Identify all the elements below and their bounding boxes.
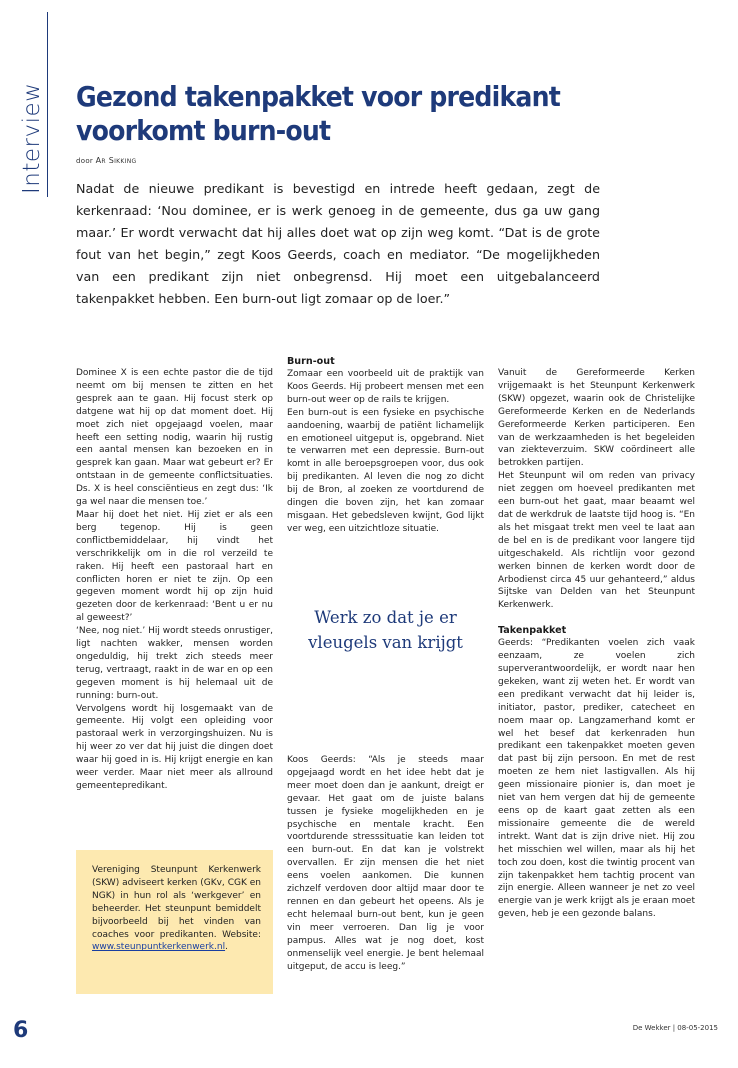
column-1 [76,367,273,793]
article-title: Gezond takenpakket voor predikant voorkomt burn-out [76,80,560,147]
section-heading-takenpakket: Takenpakket [498,625,567,637]
paragraph: Het Steunpunt wil om reden van privacy niet zeggen om hoeveel predikanten met een burn-out het gaat, maar beaamt wel dat de werkdruk de laatste tijd hoog is. “En als het misgaat trekt men veel te laat aan de bel en is de predikant voor langere tijd uitgeschakeld. Als richtlijn voor gezond werken binnen de kerken wordt door de Arbodienst circa 45 uur gehanteerd,” aldus Sijtske van Delden van het Steunpunt Kerkenwerk. [498,471,695,611]
info-box [76,850,273,994]
section-label-text: Interview [19,82,45,194]
paragraph: Maar hij doet het niet. Hij ziet er als een berg tegenop. Hij is geen conflictbemiddelaar, hij vindt het verschrikkelijk om in die rol verzeild te raken. Hij heeft een pastoraal hart en conflicten horen er niet te zijn. Op een gegeven moment wordt hij op zijn huid gezeten door de kerkenraad: ‘Bent u er nu al geweest?’ [76,509,273,624]
column-3 [498,367,695,921]
section-heading-burnout: Burn-out [287,356,335,367]
paragraph: Vanuit de Gereformeerde Kerken vrijgemaakt is het Steunpunt Kerkenwerk (SKW) opgezet, waarin ook de Christelijke Gereformeerde Kerken en de Nederlands Gereformeerde Kerken participeren. Een van de werkzaamheden is het begeleiden van ziekteverzuim. SKW coördineert alle betrokken partijen. [498,368,695,469]
byline [76,156,136,165]
paragraph: Zomaar een voorbeeld uit de praktijk van Koos Geerds. Hij probeert mensen met een burn-out weer op de rails te krijgen. [287,369,484,405]
paragraph: ‘Nee, nog niet.’ Hij wordt steeds onrustiger, ligt nachten wakker, mensen worden ongeduldig, hij trekt zich steeds meer terug, vertraagt, raakt in de war en op een gegeven moment is hij helemaal uit de running: burn-out. [76,626,273,701]
article-intro: Nadat de nieuwe predikant is bevestigd en intrede heeft gedaan, zegt de kerkenraad: ‘Nou dominee, er is werk genoeg in de gemeente, dus ga uw gang maar.’ Er wordt verwacht dat hij alles doet wat op zijn weg komt. “Dat is de grote fout van het begin,” zegt Koos Geerds, coach en mediator. “De mogelijkheden van een predikant zijn niet onbegrensd. Hij moet een uitgebalanceerd takenpakket hebben. Een burn-out ligt zomaar op de loer.” [76,181,600,306]
pull-quote: Werk zo dat je er vleugels van krijgt [308,608,463,652]
paragraph: Vervolgens wordt hij losgemaakt van de gemeente. Hij volgt een opleiding voor pastoraal werk in verzorgingshuizen. Nu is hij weer zo ver dat hij juist die dingen doet waar hij goed in is. Hij krijgt energie en kan weer verder. Maar niet meer als allround gemeentepredikant. [76,703,273,791]
page-number: 6 [13,1018,29,1043]
info-box-text: Vereniging Steunpunt Kerkenwerk (SKW) adviseert kerken (GKv, CGK en NGK) in hun rol als ‘werkgever’ en beheerder. Het steunpunt bemiddelt bijvoorbeeld bij het vinden van coaches voor predikanten. Website: www.steunpuntkerkenwerk.nl. [92,865,261,953]
footer-credit: De Wekker | 08-05-2015 [632,1024,718,1032]
byline-prefix: door [76,157,94,165]
section-divider [47,12,48,197]
paragraph: Geerds: “Predikanten voelen zich vaak eenzaam, ze voelen zich superverantwoordelijk, er wordt naar hen gekeken, want zij weten het. Er wordt van een predikant verwacht dat hij leider is, initiator, pastor, prediker, catecheet en noem maar op. Langzamerhand komt er wel het besef dat kerkenraden hun predikant een takenpakket moeten geven dat past bij zijn persoon. En met de rest moeten ze hem niet lastigvallen. Als hij geen missionaire pionier is, dan moet je niet van hem vergen dat hij de gemeente eens op de kaart gaat zetten als een missionaire gemeente die de wereld intrekt. Want dat is zijn drive niet. Hij zou het misschien wel willen, maar als hij het toch zou doen, kost die twintig procent van zijn takenpakket hem tachtig procent van zijn energie. Alleen wanneer je net zo veel energie van je werk krijgt als je eraan moet geven, heb je een gezonde balans. [498,638,695,920]
paragraph: Een burn-out is een fysieke en psychische aandoening, waarbij de patiënt lichamelijk en emotioneel uitgeput is, opgebrand. Niet te verwarren met een depressie. Burn-out komt in alle beroepsgroepen voor, dus ook bij predikanten. Al leven die nog zo dicht bij de Bron, al zoeken ze voortdurend de dingen die boven zijn, het kan zomaar misgaan. Het gebedsleven kwijnt, God lijkt ver weg, een uitzichtloze situatie. [287,407,484,534]
byline-author: Ar Sikking [95,156,137,165]
column-2-continued [287,754,484,973]
paragraph: Dominee X is een echte pastor die de tijd neemt om bij mensen te zitten en het gesprek aan te gaan. Hij focust sterk op datgene wat hij op dat moment doet. Hij moet zich niet opgejaagd voelen, maar heeft een setting nodig, waarin hij rustig een aantal mensen kan bezoeken en in gesprek kan gaan. Maar wat gebeurt er? Er ontstaan in de gemeente conflictsituaties. Ds. X is heel consciëntieus en zegt dus: ‘Ik ga wel naar die mensen toe.’ [76,368,273,508]
column-2 [287,355,484,536]
website-link[interactable]: www.steunpuntkerkenwerk.nl [92,942,226,953]
section-label [12,82,45,196]
paragraph: Koos Geerds: “Als je steeds maar opgejaagd wordt en het idee hebt dat je meer moet doen dan je aankunt, dreigt er gevaar. Het gaat om de juiste balans tussen je fysieke mogelijkheden en je psychische en mentale kracht. Een voortdurende stresssituatie kan leiden tot een burn-out. En dat kan je volstrekt overvallen. Er zijn mensen die het niet eens voelen aankomen. Die kunnen zichzelf verdoven door altijd maar door te rennen en dan gebeurt het opeens. Als je echt helemaal burn-out bent, kun je geen vin meer verroeren. Dan lig je voor pampus. Alles wat je nog doet, kost onmenselijk veel energie. Je bent helemaal uitgeput, de accu is leeg.” [287,755,484,972]
